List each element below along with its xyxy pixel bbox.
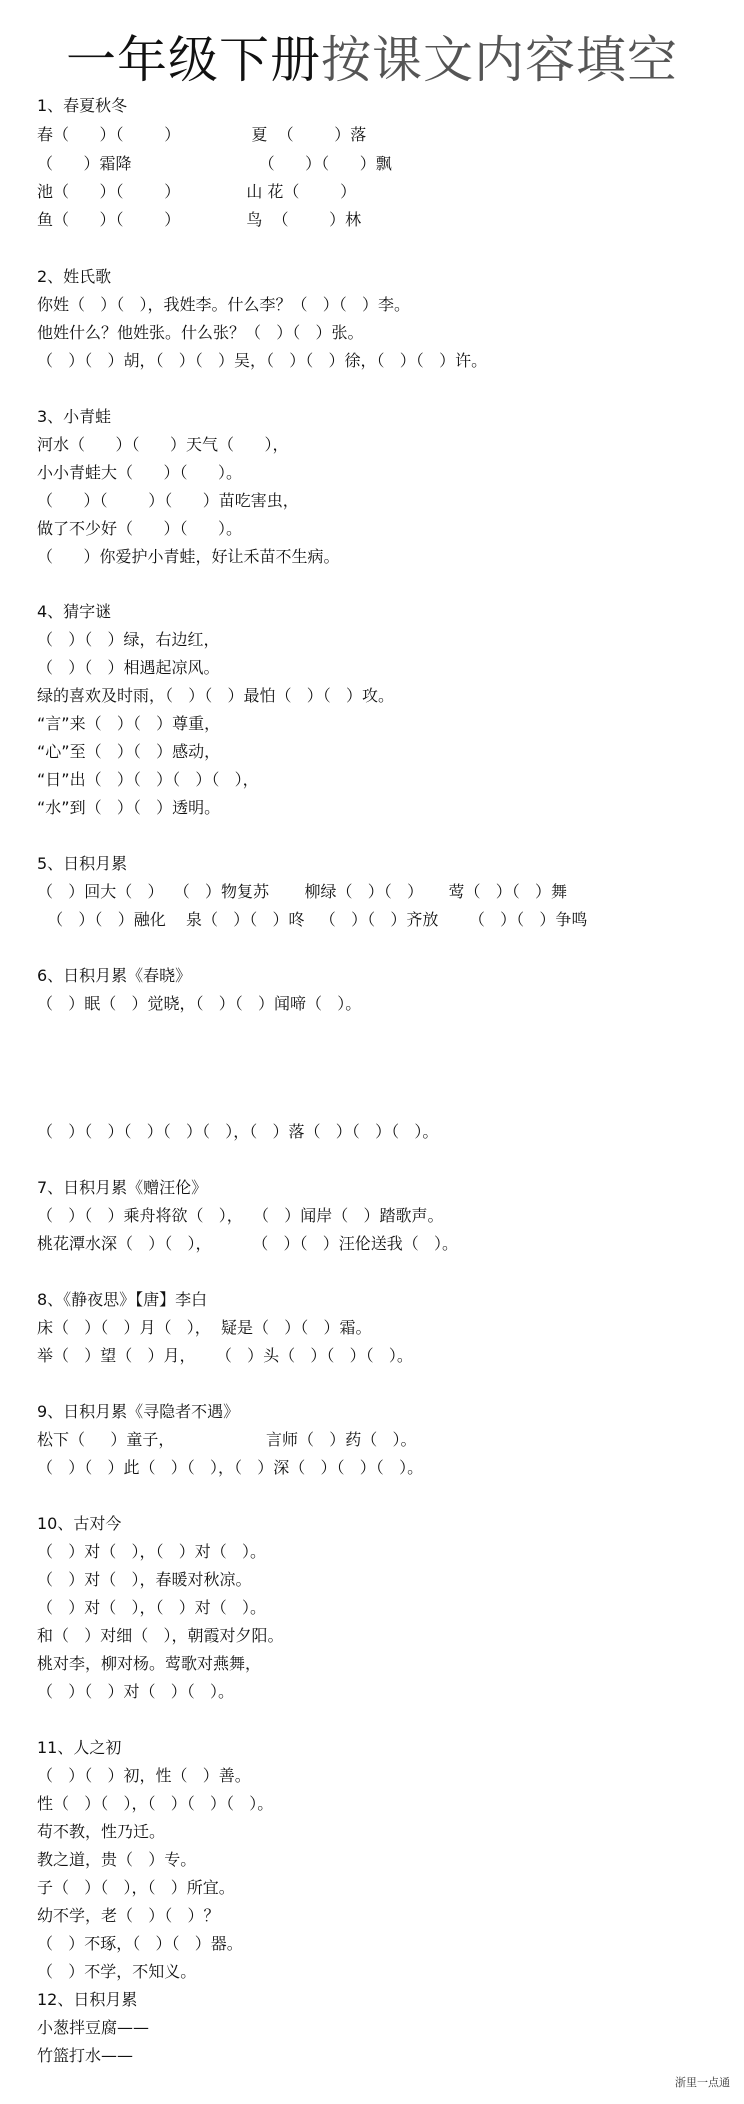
section-12-heading: 12、日积月累 — [37, 1990, 138, 2009]
section-11-line-1: （ ）（ ）初，性（ ）善。 — [37, 1766, 251, 1785]
section-12-line-2: 竹篮打水—— — [37, 2046, 134, 2065]
section-4-line-4: “言”来（ ）（ ）尊重， — [37, 714, 221, 733]
section-1-line-3: 池（ ）（ ） 山 花（ ） — [37, 182, 357, 201]
section-10-line-5: 桃对李，柳对杨。莺歌对燕舞， — [37, 1654, 262, 1673]
section-11-line-7: （ ）不琢，（ ）（ ）器。 — [37, 1934, 243, 1953]
section-5-line-1: （ ）回大（ ） （ ）物复苏 柳绿（ ）（ ） 莺（ ）（ ）舞 — [37, 882, 568, 901]
section-7-heading: 7、日积月累《赠汪伦》 — [37, 1178, 208, 1197]
section-9-heading: 9、日积月累《寻隐者不遇》 — [37, 1402, 240, 1421]
section-3-line-2: 小小青蛙大（ ）（ ）。 — [37, 463, 243, 482]
section-4-line-2: （ ）（ ）相遇起凉风。 — [37, 658, 220, 677]
section-7-line-1: （ ）（ ）乘舟将欲（ ）， （ ）闻岸（ ）踏歌声。 — [37, 1206, 444, 1225]
section-5-heading: 5、日积月累 — [37, 854, 128, 873]
section-6-line-2: （ ）（ ）（ ）（ ）（ ），（ ）落（ ）（ ）（ ）。 — [37, 1122, 439, 1141]
section-2-line-3: （ ）（ ）胡，（ ）（ ）吴，（ ）（ ）徐，（ ）（ ）许。 — [37, 351, 488, 370]
page-title-part1: 一年级下册 — [66, 31, 321, 89]
section-4-heading: 4、猜字谜 — [37, 602, 112, 621]
section-1-line-2: （ ）霜降 （ ）（ ）飘 — [37, 154, 392, 173]
section-9-line-1: 松下（ ）童子， 言师（ ）药（ ）。 — [37, 1430, 417, 1449]
section-11-line-8: （ ）不学，不知义。 — [37, 1962, 197, 1981]
section-3-line-1: 河水（ ）（ ）天气（ ）， — [37, 435, 289, 454]
section-10-heading: 10、古对今 — [37, 1514, 122, 1533]
section-1-heading: 1、春夏秋冬 — [37, 96, 128, 115]
section-8-line-1: 床（ ）（ ）月（ ）， 疑是（ ）（ ）霜。 — [37, 1318, 372, 1337]
section-11-line-6: 幼不学，老（ ）（ ）？ — [37, 1906, 220, 1925]
section-3-heading: 3、小青蛙 — [37, 407, 112, 426]
section-6-line-1: （ ）眠（ ）觉晓，（ ）（ ）闻啼（ ）。 — [37, 994, 362, 1013]
section-4-line-5: “心”至（ ）（ ）感动， — [37, 742, 221, 761]
section-2-line-1: 你姓（ ）（ ），我姓李。什么李？（ ）（ ）李。 — [37, 295, 411, 314]
section-1-line-4: 鱼（ ）（ ） 鸟 （ ）林 — [37, 210, 362, 229]
section-4-line-1: （ ）（ ）绿，右边红， — [37, 630, 220, 649]
section-9-line-2: （ ）（ ）此（ ）（ ），（ ）深（ ）（ ）（ ）。 — [37, 1458, 424, 1477]
section-5-line-2: （ ）（ ）融化 泉（ ）（ ）咚 （ ）（ ）齐放 （ ）（ ）争鸣 — [37, 910, 588, 929]
section-4-line-7: “水”到（ ）（ ）透明。 — [37, 798, 221, 817]
section-6-heading: 6、日积月累《春晓》 — [37, 966, 192, 985]
section-10-line-1: （ ）对（ ），（ ）对（ ）。 — [37, 1542, 267, 1561]
section-2-heading: 2、姓氏歌 — [37, 267, 112, 286]
section-12-line-1: 小葱拌豆腐—— — [37, 2018, 150, 2037]
section-3-line-5: （ ）你爱护小青蛙，好让禾苗不生病。 — [37, 547, 340, 566]
footer-watermark: 浙里一点通 — [675, 2076, 730, 2089]
page-title-part2: 按课文内容填空 — [321, 31, 678, 89]
section-4-line-6: “日”出（ ）（ ）（ ）（ ）， — [37, 770, 259, 789]
section-10-line-3: （ ）对（ ），（ ）对（ ）。 — [37, 1598, 267, 1617]
section-3-line-4: 做了不少好（ ）（ ）。 — [37, 519, 243, 538]
section-11-line-5: 子（ ）（ ），（ ）所宜。 — [37, 1878, 235, 1897]
section-10-line-4: 和（ ）对细（ ），朝霞对夕阳。 — [37, 1626, 284, 1645]
section-1-line-1: 春（ ）（ ） 夏 （ ）落 — [37, 125, 367, 144]
section-8-heading: 8、《静夜思》【唐】李白 — [37, 1290, 208, 1309]
section-2-line-2: 他姓什么？他姓张。什么张？（ ）（ ）张。 — [37, 323, 364, 342]
section-11-line-3: 苟不教，性乃迁。 — [37, 1822, 166, 1841]
section-3-line-3: （ ）（ ）（ ）苗吃害虫， — [37, 491, 299, 510]
section-8-line-2: 举（ ）望（ ）月， （ ）头（ ）（ ）（ ）。 — [37, 1346, 413, 1365]
section-11-line-4: 教之道，贵（ ）专。 — [37, 1850, 197, 1869]
section-7-line-2: 桃花潭水深（ ）（ ）， （ ）（ ）汪伦送我（ ）。 — [37, 1234, 458, 1253]
page-title — [0, 28, 744, 92]
section-11-line-2: 性（ ）（ ），（ ）（ ）（ ）。 — [37, 1794, 274, 1813]
section-11-heading: 11、人之初 — [37, 1738, 122, 1757]
section-10-line-6: （ ）（ ）对（ ）（ ）。 — [37, 1682, 235, 1701]
section-4-line-3: 绿的喜欢及时雨，（ ）（ ）最怕（ ）（ ）攻。 — [37, 686, 395, 705]
section-10-line-2: （ ）对（ ），春暖对秋凉。 — [37, 1570, 252, 1589]
